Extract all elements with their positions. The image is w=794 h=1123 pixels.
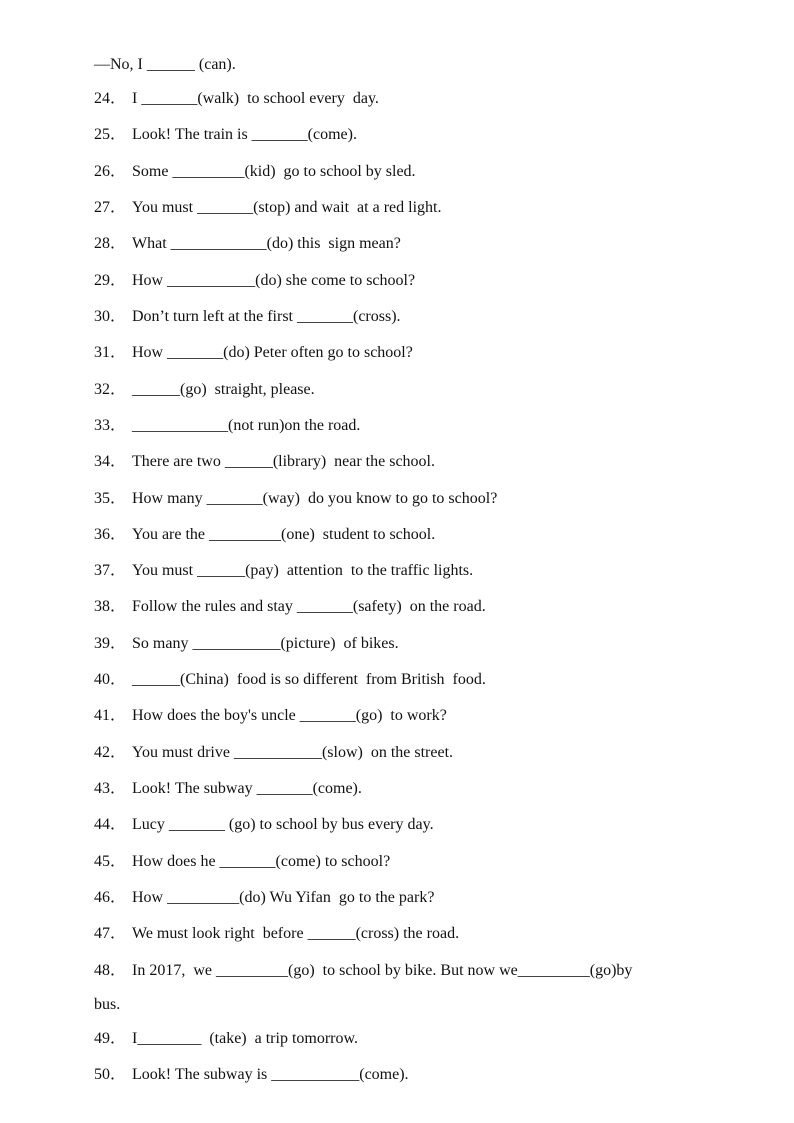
question-number: 31． (94, 344, 127, 361)
question-number: 26． (94, 163, 127, 180)
question-text: Look! The subway is ___________(come). (132, 1066, 409, 1083)
question-40 (94, 670, 486, 690)
question-25 (94, 125, 357, 145)
question-number: 35． (94, 490, 127, 507)
question-number: 37． (94, 562, 127, 579)
question-number: 48． (94, 962, 127, 979)
question-text: What ____________(do) this sign mean? (132, 235, 401, 252)
question-number: 28． (94, 235, 127, 252)
question-number: 46． (94, 889, 127, 906)
question-number: 41． (94, 707, 127, 724)
question-31 (94, 343, 413, 363)
question-text: ____________(not run)on the road. (132, 417, 361, 434)
question-44 (94, 815, 434, 835)
question-number: 40． (94, 671, 127, 688)
question-text: Lucy _______ (go) to school by bus every day. (132, 816, 434, 833)
question-33 (94, 416, 360, 436)
question-number: 45． (94, 853, 127, 870)
question-number: 30． (94, 308, 127, 325)
question-text: bus. (94, 996, 121, 1013)
question-number: 27． (94, 199, 127, 216)
question-text: Don’t turn left at the first _______(cross). (132, 308, 401, 325)
question-number: 33． (94, 417, 127, 434)
question-text: Look! The subway _______(come). (132, 780, 362, 797)
question-text: Look! The train is _______(come). (132, 126, 357, 143)
question-text: I________ (take) a trip tomorrow. (132, 1030, 359, 1047)
question-number: 38． (94, 598, 127, 615)
question-text: How ___________(do) she come to school? (132, 272, 416, 289)
question-number: 50． (94, 1066, 127, 1083)
question-42 (94, 743, 453, 763)
question-number: 49． (94, 1030, 127, 1047)
line-23-answer (94, 55, 236, 75)
question-text: ______(go) straight, please. (132, 381, 315, 398)
question-number: 47． (94, 925, 127, 942)
question-text: You must ______(pay) attention to the traffic lights. (132, 562, 474, 579)
question-number: 25． (94, 126, 127, 143)
question-50 (94, 1065, 409, 1085)
question-text: I _______(walk) to school every day. (132, 90, 379, 107)
line-text: —No, I ______ (can). (94, 56, 236, 73)
question-48 (94, 961, 632, 981)
question-29 (94, 271, 415, 291)
question-number: 24． (94, 90, 127, 107)
question-26 (94, 162, 416, 182)
question-number: 43． (94, 780, 127, 797)
question-48-continuation (94, 995, 120, 1015)
question-number: 44． (94, 816, 127, 833)
question-35 (94, 489, 497, 509)
question-49 (94, 1029, 358, 1049)
question-47 (94, 924, 459, 944)
question-45 (94, 852, 390, 872)
question-text: How _______(do) Peter often go to school? (132, 344, 413, 361)
question-text: We must look right before ______(cross) the road. (132, 925, 460, 942)
question-number: 29． (94, 272, 127, 289)
question-38 (94, 597, 486, 617)
question-text: So many ___________(picture) of bikes. (132, 635, 399, 652)
question-text: You are the _________(one) student to school. (132, 526, 436, 543)
question-24 (94, 89, 379, 109)
question-text: How does he _______(come) to school? (132, 853, 391, 870)
question-41 (94, 706, 447, 726)
question-30 (94, 307, 401, 327)
question-text: In 2017, we _________(go) to school by bike. But now we_________(go)by (132, 962, 633, 979)
question-36 (94, 525, 435, 545)
question-text: There are two ______(library) near the school. (132, 453, 435, 470)
question-text: You must drive ___________(slow) on the street. (132, 744, 454, 761)
question-text: ______(China) food is so different from British food. (132, 671, 486, 688)
question-32 (94, 380, 315, 400)
question-text: How many _______(way) do you know to go to school? (132, 490, 498, 507)
question-27 (94, 198, 441, 218)
question-text: Follow the rules and stay _______(safety) on the road. (132, 598, 486, 615)
question-number: 32． (94, 381, 127, 398)
question-text: You must _______(stop) and wait at a red light. (132, 199, 442, 216)
question-34 (94, 452, 435, 472)
question-37 (94, 561, 473, 581)
question-text: How _________(do) Wu Yifan go to the park? (132, 889, 435, 906)
question-number: 39． (94, 635, 127, 652)
question-text: How does the boy's uncle _______(go) to work? (132, 707, 447, 724)
question-number: 42． (94, 744, 127, 761)
question-text: Some _________(kid) go to school by sled. (132, 163, 416, 180)
question-28 (94, 234, 401, 254)
question-43 (94, 779, 362, 799)
question-number: 34． (94, 453, 127, 470)
question-46 (94, 888, 434, 908)
question-number: 36． (94, 526, 127, 543)
question-39 (94, 634, 399, 654)
